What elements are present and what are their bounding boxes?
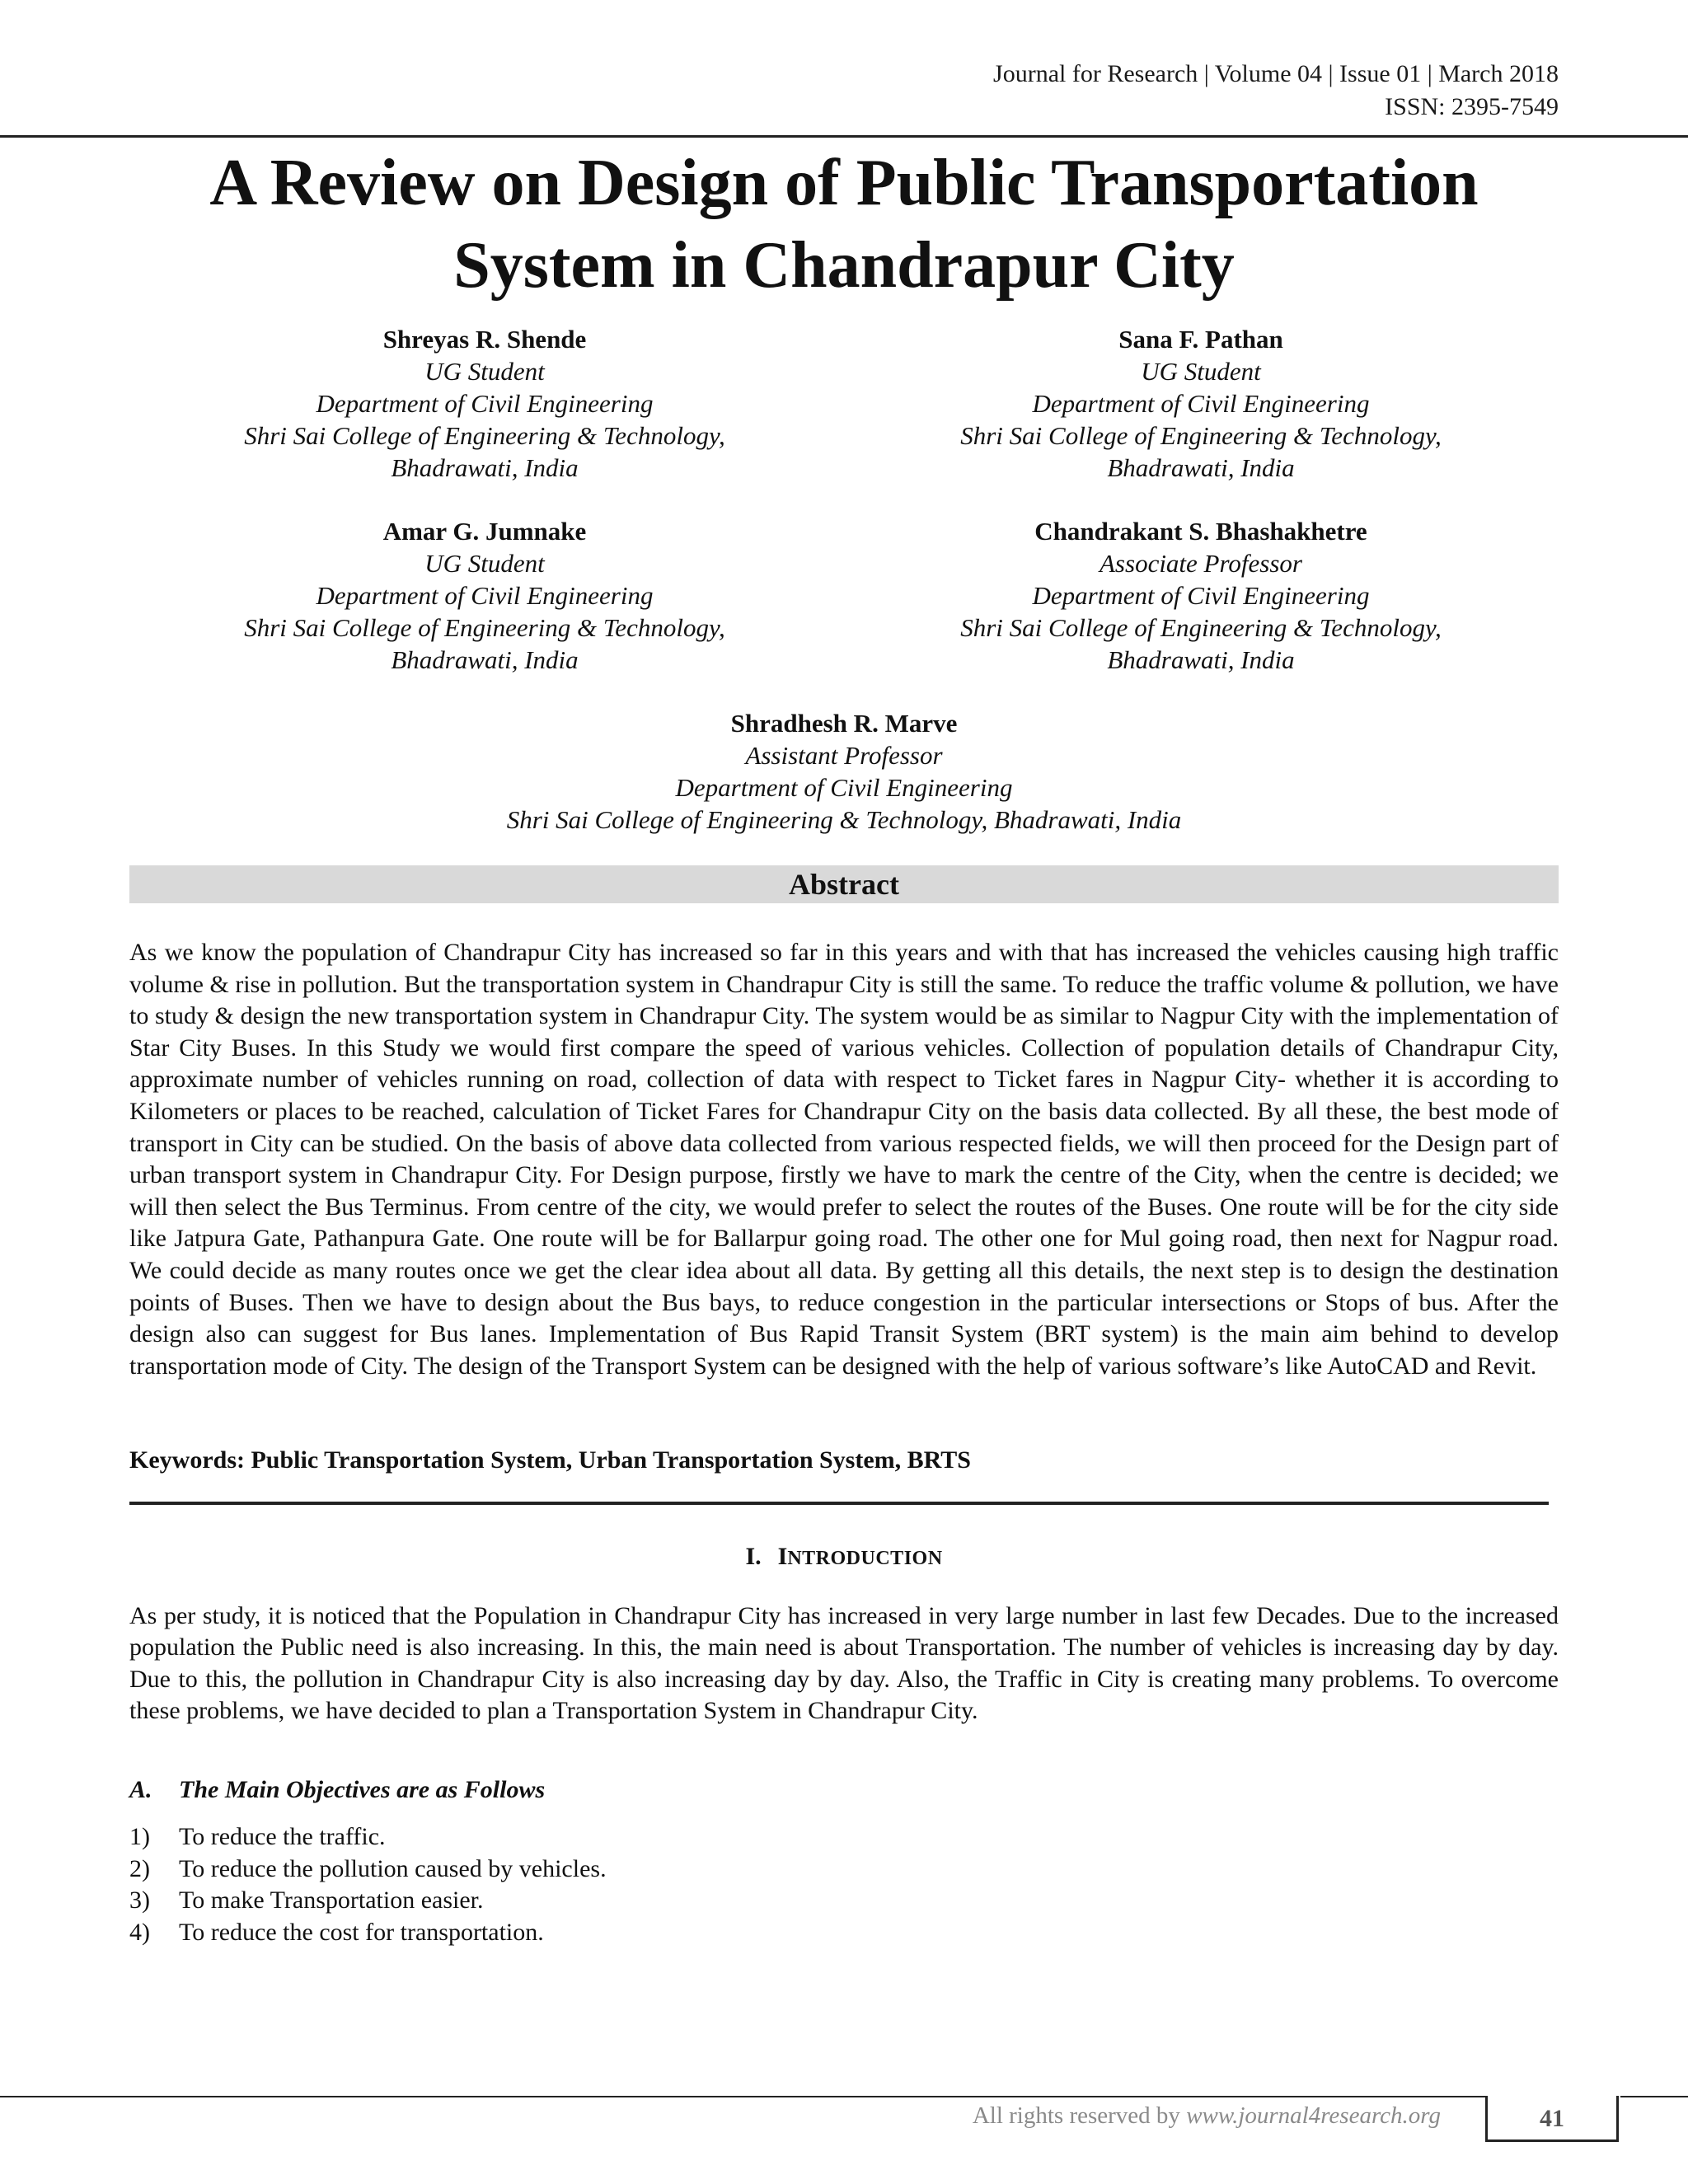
list-item <box>129 1885 607 1917</box>
author-role: UG Student <box>424 357 545 386</box>
author-role: Assistant Professor <box>745 741 943 770</box>
introduction-text: As per study, it is noticed that the Population in Chandrapur City has increased in very large number in last few Decades. Due to the increased population the Public need is also increasing. In this, the main need is about Transportation. The number of vehicles is increasing day by day. Due to this, the pollution in Chandrapur City is also increasing day by day. Also, the Traffic in City is creating many problems. To overcome these problems, we have decided to plan a Transportation System in Chandrapur City. <box>129 1602 1559 1725</box>
author-role: Associate Professor <box>1100 549 1302 578</box>
header-rule <box>0 135 1688 138</box>
section-title-initial: I <box>777 1543 788 1570</box>
page-number: 41 <box>1485 2096 1619 2142</box>
section-divider <box>129 1502 1549 1505</box>
author-block <box>888 515 1514 676</box>
footer-rights-prefix: All rights reserved by <box>972 2102 1187 2129</box>
author-location: Bhadrawati, India <box>1107 453 1295 482</box>
footer-rights <box>973 2100 1441 2131</box>
author-department: Department of Civil Engineering <box>316 581 654 610</box>
author-location: Bhadrawati, India <box>1107 645 1295 674</box>
abstract-heading: Abstract <box>129 865 1559 903</box>
author-block <box>349 707 1339 836</box>
author-block <box>888 323 1514 484</box>
author-department: Department of Civil Engineering <box>1032 581 1370 610</box>
paper-title: A Review on Design of Public Transportation System in Chandrapur City <box>209 147 1479 302</box>
author-department: Department of Civil Engineering <box>1032 389 1370 418</box>
author-location: Bhadrawati, India <box>391 453 579 482</box>
author-location: Bhadrawati, India <box>391 645 579 674</box>
author-name: Amar G. Jumnake <box>382 517 587 546</box>
list-item <box>129 1917 607 1949</box>
journal-header <box>993 58 1559 124</box>
list-item-text: To reduce the traffic. <box>179 1823 386 1850</box>
footer-rule-right <box>1620 2096 1688 2097</box>
author-name: Chandrakant S. Bhashakhetre <box>1034 517 1367 546</box>
author-name: Shradhesh R. Marve <box>730 709 958 738</box>
list-item-number: 2) <box>129 1854 150 1882</box>
author-college: Shri Sai College of Engineering & Technology, <box>244 421 725 450</box>
author-name: Sana F. Pathan <box>1118 325 1283 354</box>
abstract-text: As we know the population of Chandrapur City has increased so far in this years and with that has increased the vehicles causing high traffic volume & rise in pollution. But the transportation system in Chandrapur City is still the same. To reduce the traffic volume & pollution, we have to study & design the new transportation system in Chandrapur City. The system would be as similar to Nagpur City with the implementation of Star City Buses. In this Study we would first compare the speed of various vehicles. Collection of population details of Chandrapur City, approximate number of vehicles running on road, collection of data with respect to Ticket fares in Nagpur City- whether it is according to Kilometers or places to be reached, calculation of Ticket Fares for Chandrapur City on the basis data collected. By all these, the best mode of transport in City can be studied. On the basis of above data collected from various respected fields, we will then proceed for the Design part of urban transport system in Chandrapur City. For Design purpose, firstly we have to mark the centre of the City, when the centre is decided; we will then select the Bus Terminus. From centre of the city, we would prefer to select the routes of the Buses. One route will be for the city side like Jatpura Gate, Pathanpura Gate. One route will be for Ballarpur going road. The other one for Mul going road, then next for Nagpur road. We could decide as many routes once we get the clear idea about all data. By getting all this details, the next step is to design the destination points of Buses. Then we have to design about the Bus bays, to reduce congestion in the particular intersections or Stops of bus. After the design also can suggest for Bus lanes. Implementation of Bus Rapid Transit System (BRT system) is the main aim behind to develop transportation mode of City. The design of the Transport System can be designed with the help of various software’s like AutoCAD and Revit. <box>129 939 1559 1380</box>
section-number: I. <box>745 1543 762 1570</box>
footer-site-link[interactable]: www.journal4research.org <box>1186 2102 1441 2129</box>
author-college: Shri Sai College of Engineering & Technology, <box>960 421 1442 450</box>
issn: ISSN: 2395-7549 <box>1385 93 1559 120</box>
author-role: UG Student <box>424 549 545 578</box>
subsection-letter: A. <box>129 1776 152 1803</box>
list-item <box>129 1821 607 1854</box>
objectives-list <box>129 1821 607 1948</box>
author-name: Shreyas R. Shende <box>382 325 587 354</box>
list-item <box>129 1854 607 1886</box>
list-item-text: To make Transportation easier. <box>179 1886 484 1914</box>
author-department: Department of Civil Engineering <box>316 389 654 418</box>
keywords: Keywords: Public Transportation System, Urban Transportation System, BRTS <box>129 1446 971 1474</box>
list-item-number: 1) <box>129 1823 150 1850</box>
footer-rule <box>0 2096 1485 2097</box>
author-department: Department of Civil Engineering <box>675 773 1013 802</box>
author-college: Shri Sai College of Engineering & Technology, <box>244 613 725 642</box>
list-item-number: 3) <box>129 1886 150 1914</box>
subsection-heading <box>129 1774 545 1806</box>
author-affiliation: Shri Sai College of Engineering & Technology, Bhadrawati, India <box>506 805 1182 834</box>
journal-info: Journal for Research | Volume 04 | Issue 01 | March 2018 <box>993 60 1559 87</box>
list-item-number: 4) <box>129 1918 150 1946</box>
section-heading-introduction <box>129 1541 1559 1574</box>
author-college: Shri Sai College of Engineering & Technology, <box>960 613 1442 642</box>
subsection-title: The Main Objectives are as Follows <box>179 1776 546 1803</box>
list-item-text: To reduce the pollution caused by vehicles. <box>179 1854 607 1882</box>
author-block <box>171 515 798 676</box>
list-item-text: To reduce the cost for transportation. <box>179 1918 544 1946</box>
author-block <box>171 323 798 484</box>
section-title-rest: NTRODUCTION <box>787 1548 943 1569</box>
author-role: UG Student <box>1141 357 1261 386</box>
